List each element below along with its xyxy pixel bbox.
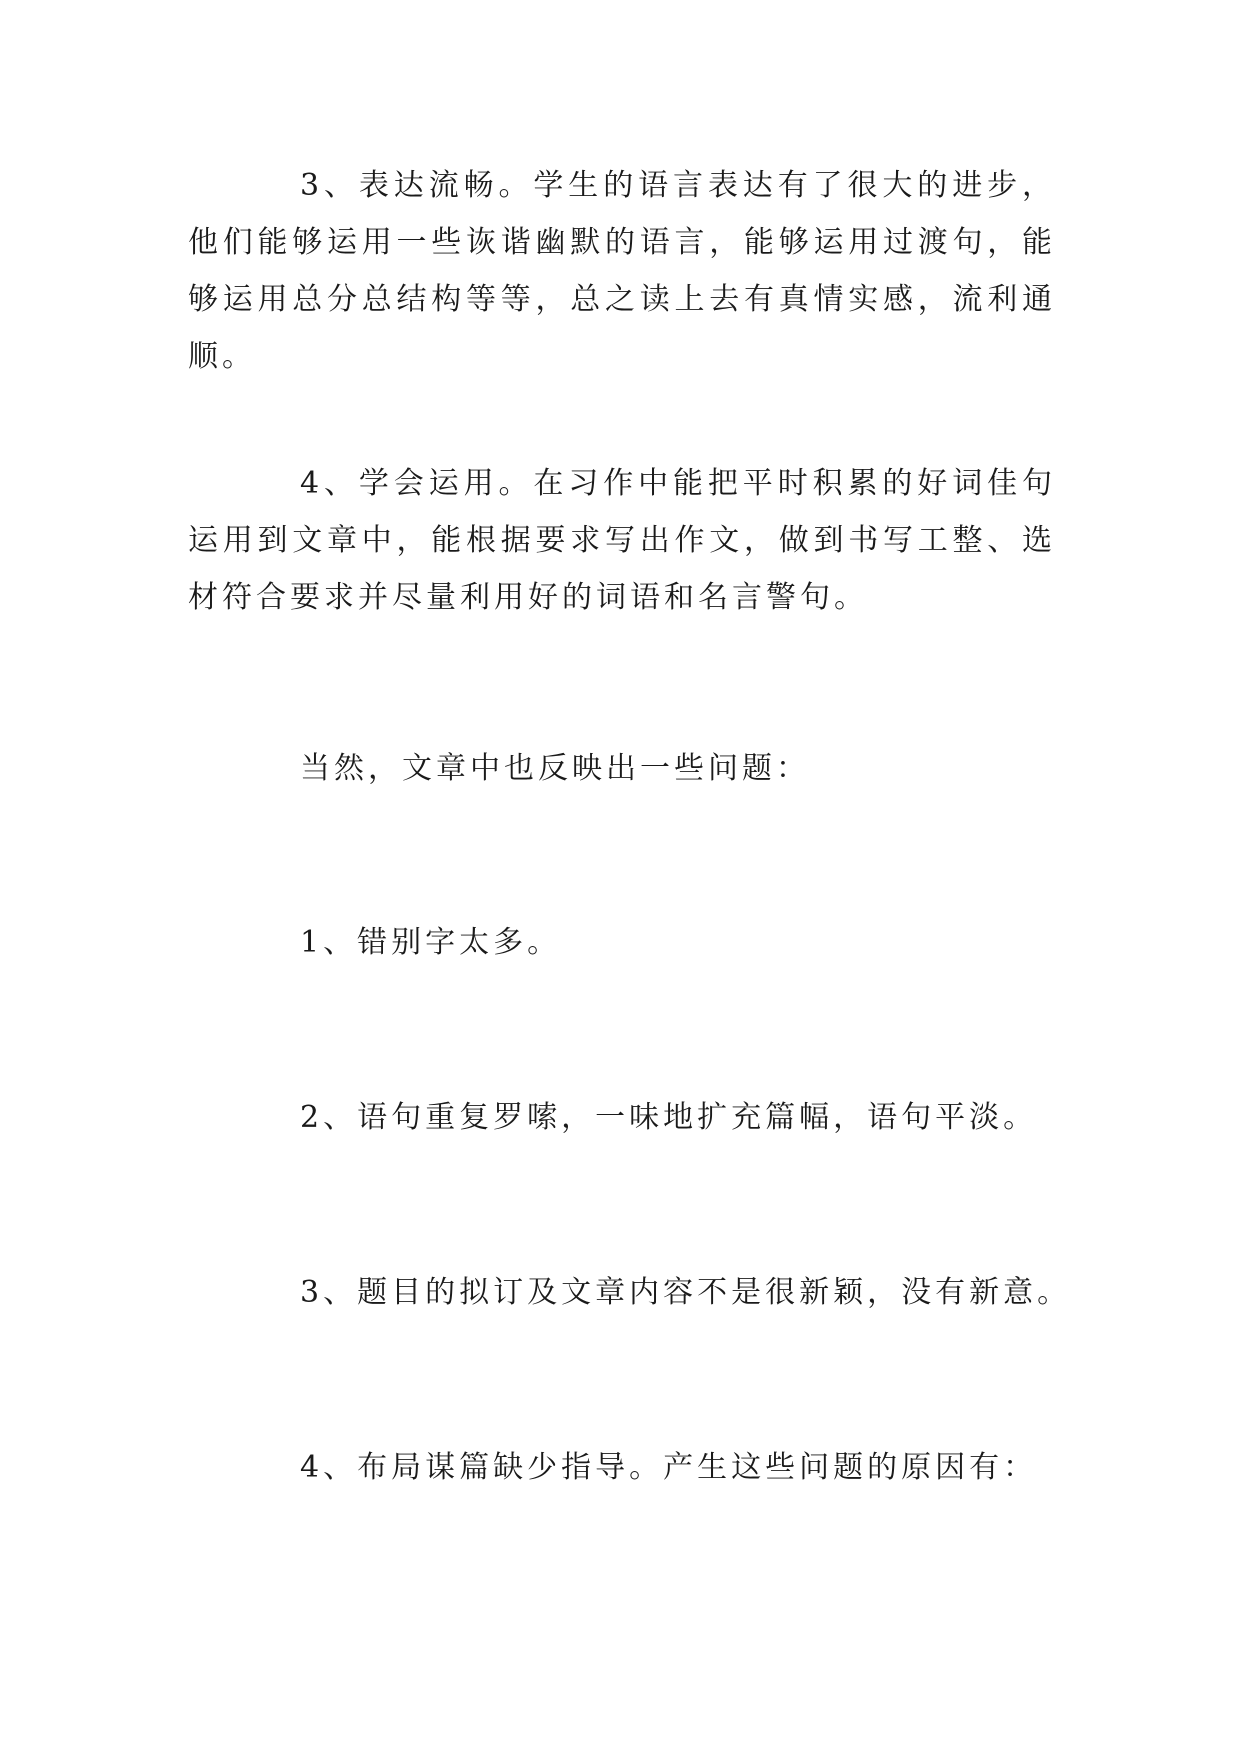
paragraph-problem-typos: 1、错别字太多。: [300, 925, 562, 960]
paragraph-problem-layout: 4、布局谋篇缺少指导。产生这些问题的原因有：: [300, 1450, 1038, 1485]
paragraph-problem-repetition: 2、语句重复罗嗦，一味地扩充篇幅，语句平淡。: [300, 1100, 1038, 1135]
paragraph-problem-titles: 3、题目的拟订及文章内容不是很新颖，没有新意。: [300, 1275, 1072, 1310]
paragraph-expression-fluent: 3、表达流畅。学生的语言表达有了很大的进步，他们能够运用一些诙谐幽默的语言，能够运用过渡句，能够运用总分总结构等等，总之读上去有真情实感，流利通顺。: [188, 168, 1056, 374]
paragraph-learn-to-apply: 4、学会运用。在习作中能把平时积累的好词佳句运用到文章中，能根据要求写出作文，做到书写工整、选材符合要求并尽量利用好的词语和名言警句。: [188, 466, 1056, 615]
paragraph-problems-intro: 当然，文章中也反映出一些问题：: [300, 751, 810, 786]
